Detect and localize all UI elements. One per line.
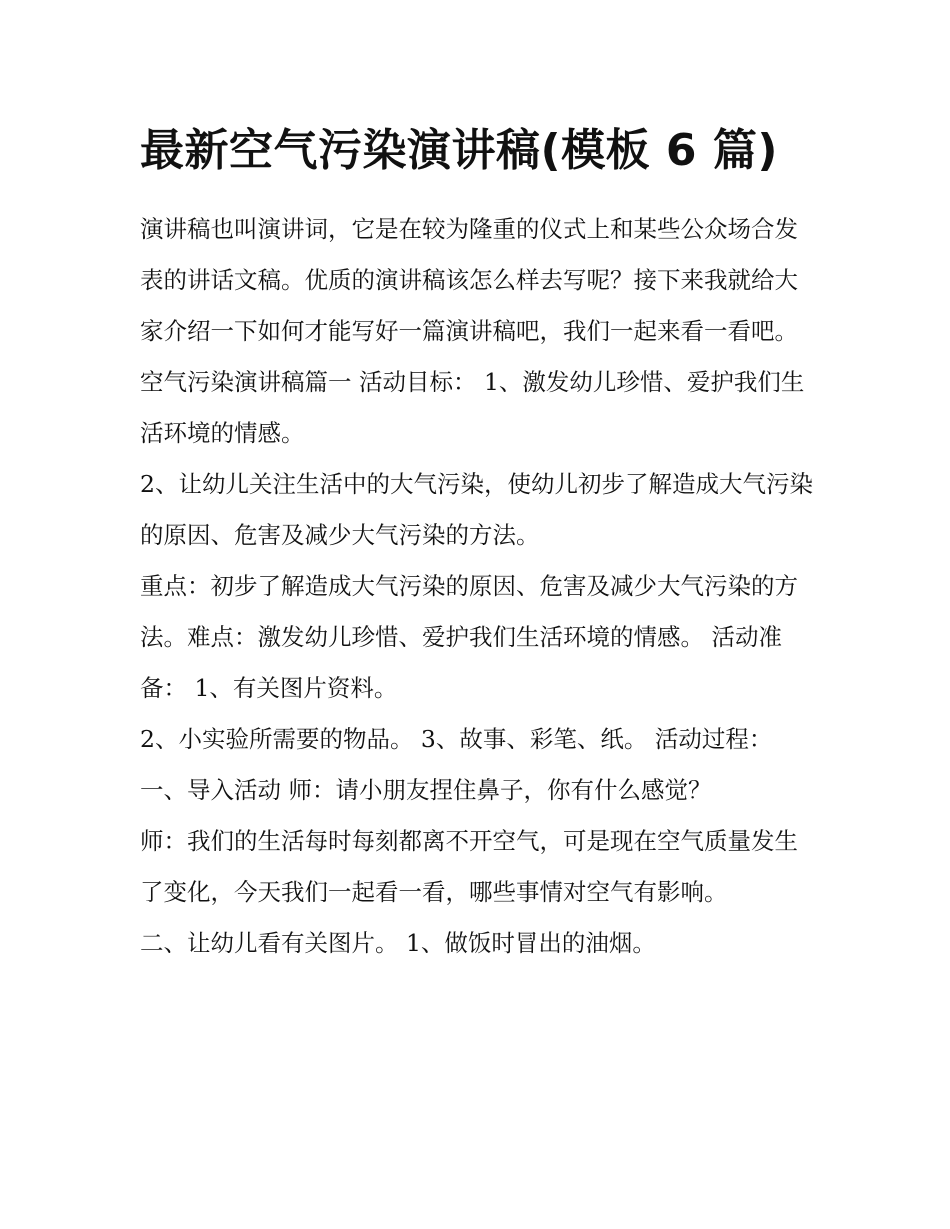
paragraph-intro: 演讲稿也叫演讲词，它是在较为隆重的仪式上和某些公众场合发表的讲话文稿。优质的演讲稿该怎么样去写呢？接下来我就给大家介绍一下如何才能写好一篇演讲稿吧，我们一起来看一看吧。 [140, 215, 798, 345]
paragraph-goal-1: 空气污染演讲稿篇一 活动目标： 1、激发幼儿珍惜、爱护我们生活环境的情感。 [140, 368, 805, 447]
paragraph-teacher-talk: 师：我们的生活每时每刻都离不开空气，可是现在空气质量发生了变化，今天我们一起看一看，哪些事情对空气有影响。 [140, 827, 798, 906]
paragraph-goal-2: 2、让幼儿关注生活中的大气污染，使幼儿初步了解造成大气污染的原因、危害及减少大气污染的方法。 [140, 470, 813, 549]
document-title: 最新空气污染演讲稿(模板 6 篇) [140, 125, 778, 176]
paragraph-key-points: 重点：初步了解造成大气污染的原因、危害及减少大气污染的方法。难点：激发幼儿珍惜、爱护我们生活环境的情感。 活动准备： 1、有关图片资料。 [140, 572, 798, 702]
paragraph-materials: 2、小实验所需要的物品。 3、故事、彩笔、纸。 活动过程： [140, 725, 773, 753]
document-page [140, 112, 820, 969]
paragraph-intro-activity: 一、导入活动 师：请小朋友捏住鼻子，你有什么感觉？ [140, 776, 712, 804]
paragraph-pictures: 二、让幼儿看有关图片。 1、做饭时冒出的油烟。 [140, 929, 656, 957]
